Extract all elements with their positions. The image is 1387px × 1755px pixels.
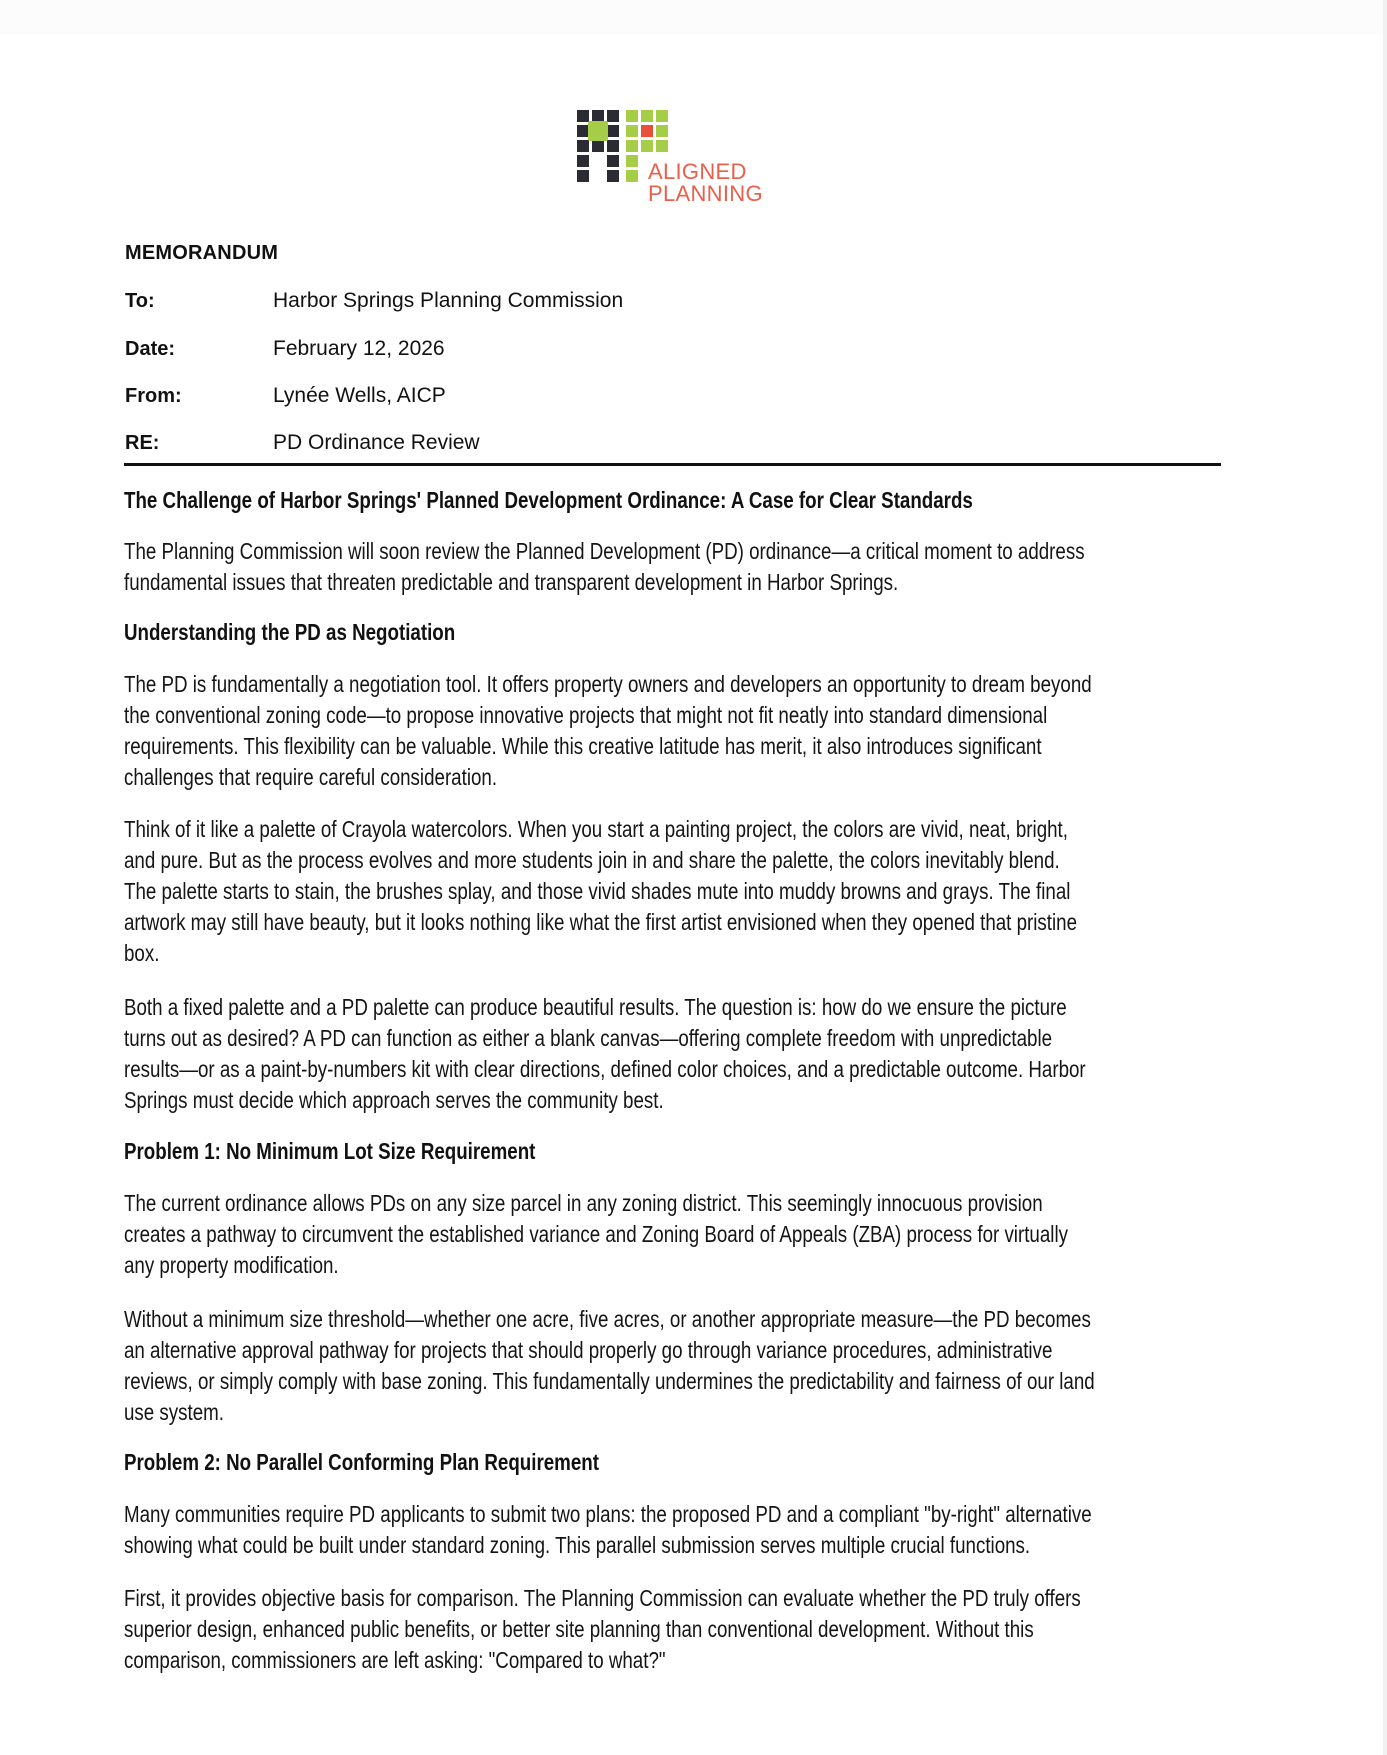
page-top-margin <box>0 0 1387 34</box>
from-label: From: <box>125 385 182 407</box>
logo-cell <box>607 170 619 182</box>
paragraph-line: Both a fixed palette and a PD palette can produce beautiful results. The question is: how do we ensure the picture <box>124 994 1067 1020</box>
paragraph-line: box. <box>124 940 160 966</box>
paragraph-line: The current ordinance allows PDs on any size parcel in any zoning district. This seemingly innocuous provision <box>124 1190 1043 1216</box>
logo-cell <box>626 155 638 167</box>
logo-green-square <box>588 121 608 141</box>
page-edge <box>1383 0 1387 1755</box>
paragraph-line: comparison, commissioners are left asking: "Compared to what?" <box>124 1647 666 1673</box>
to-value: Harbor Springs Planning Commission <box>273 289 624 312</box>
logo-cell <box>626 140 638 152</box>
paragraph-line: The PD is fundamentally a negotiation tool. It offers property owners and developers an opportunity to dream beyond <box>124 671 1092 697</box>
paragraph-line: turns out as desired? A PD can function as either a blank canvas—offering complete freedom with unpredictable <box>124 1025 1053 1051</box>
from-value: Lynée Wells, AICP <box>273 384 446 407</box>
paragraph-line: superior design, enhanced public benefits, or better site planning than conventional development. Without this <box>124 1616 1034 1642</box>
logo-cell <box>626 125 638 137</box>
paragraph-line: challenges that require careful consideration. <box>124 764 498 790</box>
section-heading: Problem 2: No Parallel Conforming Plan Requirement <box>124 1449 599 1475</box>
paragraph-line: artwork may still have beauty, but it looks nothing like what the first artist envisioned when they opened that pristine <box>124 909 1078 935</box>
paragraph-line: any property modification. <box>124 1252 339 1278</box>
to-label: To: <box>125 290 155 312</box>
logo-cell <box>626 110 638 122</box>
logo-cell <box>656 125 668 137</box>
paragraph-line: requirements. This flexibility can be valuable. While this creative latitude has merit, it also introduces significant <box>124 733 1042 759</box>
logo-cell <box>577 110 589 122</box>
paragraph-line: the conventional zoning code—to propose innovative projects that might not fit neatly into standard dimensional <box>124 702 1048 728</box>
logo-cell <box>641 140 653 152</box>
section-heading: Understanding the PD as Negotiation <box>124 619 456 645</box>
paragraph-line: use system. <box>124 1399 225 1425</box>
memo-title: MEMORANDUM <box>125 242 279 264</box>
logo-cell <box>626 170 638 182</box>
section-heading: The Challenge of Harbor Springs' Planned Development Ordinance: A Case for Clear Standards <box>124 487 973 513</box>
paragraph-line: Without a minimum size threshold—whether one acre, five acres, or another appropriate measure—the PD becomes <box>124 1306 1091 1332</box>
paragraph-line: The Planning Commission will soon review the Planned Development (PD) ordinance—a critical moment to address <box>124 538 1085 564</box>
re-value: PD Ordinance Review <box>273 431 480 454</box>
date-value: February 12, 2026 <box>273 337 445 360</box>
logo-cell <box>607 125 619 137</box>
paragraph-line: The palette starts to stain, the brushes splay, and those vivid shades mute into muddy browns and grays. The final <box>124 878 1071 904</box>
logo-text-line1: ALIGNED <box>648 159 747 184</box>
aligned-planning-logo <box>577 110 777 210</box>
logo-cell <box>577 140 589 152</box>
logo-cell <box>607 140 619 152</box>
logo-red-cell <box>641 125 653 137</box>
logo-cell <box>607 110 619 122</box>
logo-cell <box>592 140 604 152</box>
paragraph-line: First, it provides objective basis for comparison. The Planning Commission can evaluate whether the PD truly offers <box>124 1585 1081 1611</box>
paragraph-line: results—or as a paint-by-numbers kit with clear directions, defined color choices, and a predictable outcome. Harbor <box>124 1056 1086 1082</box>
logo-cell <box>641 110 653 122</box>
paragraph-line: creates a pathway to circumvent the established variance and Zoning Board of Appeals (ZBA) process for virtually <box>124 1221 1068 1247</box>
paragraph-line: Think of it like a palette of Crayola watercolors. When you start a painting project, the colors are vivid, neat, bright, <box>124 816 1068 842</box>
paragraph-line: fundamental issues that threaten predictable and transparent development in Harbor Springs. <box>124 569 899 595</box>
section-heading: Problem 1: No Minimum Lot Size Requirement <box>124 1138 536 1164</box>
logo-cell <box>656 140 668 152</box>
header-divider <box>124 463 1221 466</box>
paragraph-line: showing what could be built under standard zoning. This parallel submission serves multiple crucial functions. <box>124 1532 1031 1558</box>
paragraph-line: an alternative approval pathway for projects that should properly go through variance procedures, administrative <box>124 1337 1053 1363</box>
logo-cell <box>656 110 668 122</box>
logo-cell <box>577 155 589 167</box>
date-label: Date: <box>125 338 176 360</box>
paragraph-line: Springs must decide which approach serves the community best. <box>124 1087 664 1113</box>
paragraph-line: reviews, or simply comply with base zoning. This fundamentally undermines the predictability and fairness of our land <box>124 1368 1095 1394</box>
paragraph-line: and pure. But as the process evolves and more students join in and share the palette, the colors inevitably blend. <box>124 847 1060 873</box>
logo-text-line2: PLANNING <box>648 181 763 206</box>
logo-cell <box>577 170 589 182</box>
re-label: RE: <box>125 432 160 454</box>
logo-cell <box>607 155 619 167</box>
paragraph-line: Many communities require PD applicants to submit two plans: the proposed PD and a compliant "by-right" alternative <box>124 1501 1092 1527</box>
